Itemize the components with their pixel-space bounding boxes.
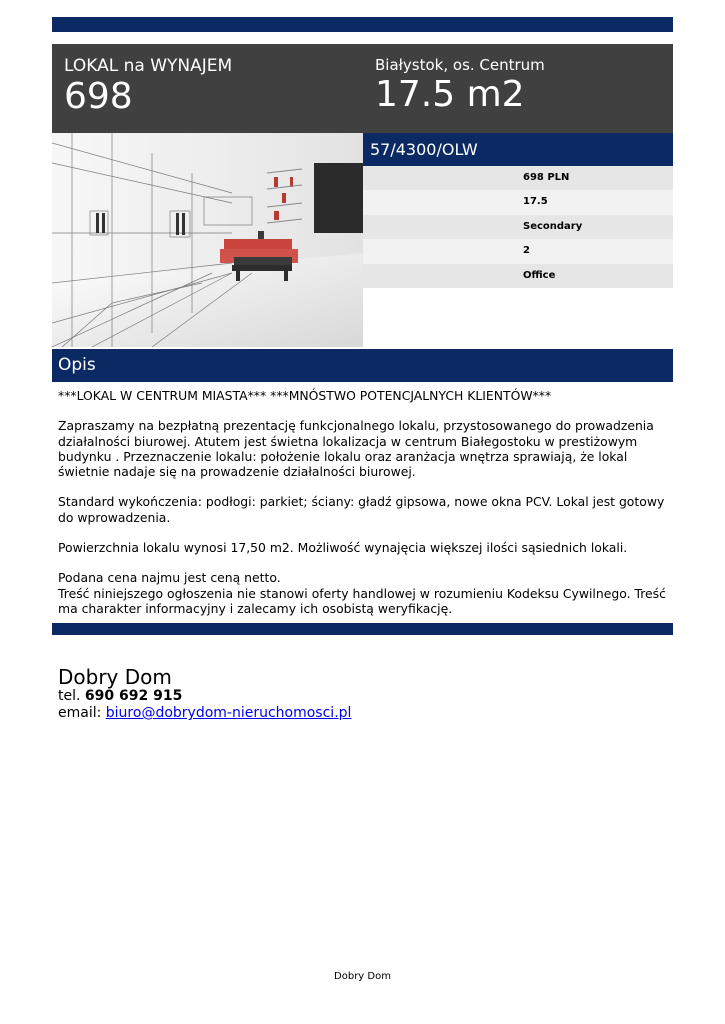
header-left [64,56,232,117]
header-right [375,56,545,115]
description-paragraph: ***LOKAL W CENTRUM MIASTA*** ***MNÓSTWO POTENCJALNYCH KLIENTÓW*** [58,388,552,403]
description-paragraph: Standard wykończenia: podłogi: parkiet; ściany: gładź gipsowa, nowe okna PCV. Lokal jest gotowy do wprowadzenia. [58,494,665,525]
listing-location: Białystok, os. Centrum [375,56,545,74]
property-details-table [363,166,673,288]
listing-header [52,44,673,133]
detail-rooms: 2 [363,239,673,263]
description-paragraph: Podana cena najmu jest ceną netto. Treść niniejszego ogłoszenia nie stanowi oferty handlowej w rozumieniu Kodeksu Cywilnego. Treść ma charakter informacyjny i zalecamy ich osobistą weryfikację. [58,570,666,616]
page-footer: Dobry Dom [334,971,391,982]
email-label: email: [58,705,102,721]
contact-block [58,666,351,722]
description-body [58,388,668,616]
phone-label: tel. [58,688,81,704]
description-paragraph: Zapraszamy na bezpłatną prezentację funkcjonalnego lokalu, przystosowanego do prowadzenia działalności biurowej. Atutem jest świetna lokalizacja w centrum Białegostoku w prestiżowym budynku . Przeznaczenie lokalu: położenie lokalu oraz aranżacja wnętrza sprawiają, że lokal świetnie nadaje się na prowadzenie działalności biurowej. [58,418,654,479]
detail-price: 698 PLN [363,166,673,190]
agency-name: Dobry Dom [58,665,172,689]
property-photo [52,133,363,347]
listing-price: 698 [64,76,133,117]
detail-market: Secondary [363,215,673,239]
phone-line [58,688,351,705]
phone-number: 690 692 915 [84,688,183,704]
email-line [58,705,351,722]
reference-number: 57/4300/OLW [363,133,673,166]
listing-area: 17.5 m2 [375,74,525,115]
description-paragraph: Powierzchnia lokalu wynosi 17,50 m2. Możliwość wynajęcia większej ilości sąsiednich lokali. [58,539,628,555]
detail-area: 17.5 [363,190,673,214]
description-heading: Opis [52,349,673,382]
interior-sketch-image [52,133,363,347]
detail-property-type: Office [363,264,673,288]
bottom-accent-bar [52,623,673,635]
email-link[interactable]: biuro@dobrydom-nieruchomosci.pl [105,705,352,721]
listing-type: LOKAL na WYNAJEM [64,56,233,76]
top-accent-bar [52,17,673,32]
